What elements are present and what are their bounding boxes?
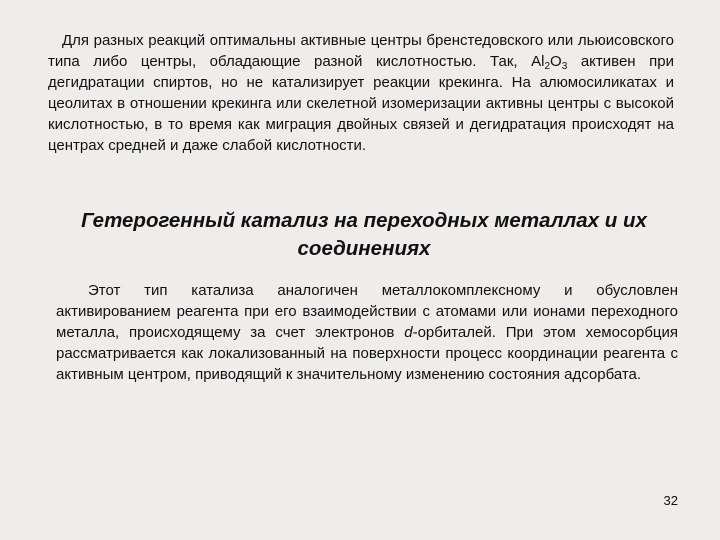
subscript: 2 [544, 61, 551, 72]
paragraph-text: Этот тип катализа аналогичен металлокомплексному и обусловлен активированием реагента при его взаимодействии с атомами или ионами переходного металла, происходящему за счет электронов [56, 282, 678, 341]
paragraph-acid-sites [48, 30, 674, 156]
section-heading: Гетерогенный катализ на переходных металлах и их соединениях [81, 209, 647, 260]
paragraph-text: Для разных реакций оптимальны активные центры бренстедовского или льюисовского типа либо центры, обладающие разной кислотностью. Так, Al [48, 32, 674, 70]
subscript: 3 [561, 61, 568, 72]
italic-orbital-letter: d [404, 324, 413, 341]
paragraph-text: активен при дегидратации спиртов, но не катализирует реакции крекинга. На алюмосиликатах и цеолитах в отношении крекинга или скелетной изомеризации активны центры с высокой кислотностью, в то время как миграция двойных связей и дегидратация происходят на центрах средней и даже слабой кислотности. [48, 53, 674, 154]
paragraph-text: O [550, 53, 562, 70]
paragraph-text: -орбиталей. При этом хемосорбция рассматривается как локализованный на поверхности процесс координации реагента с активным центром, приводящий к значительному изменению состояния адсорбата. [56, 324, 678, 383]
paragraph-transition-metals [56, 280, 678, 385]
page-number: 32 [663, 493, 678, 508]
